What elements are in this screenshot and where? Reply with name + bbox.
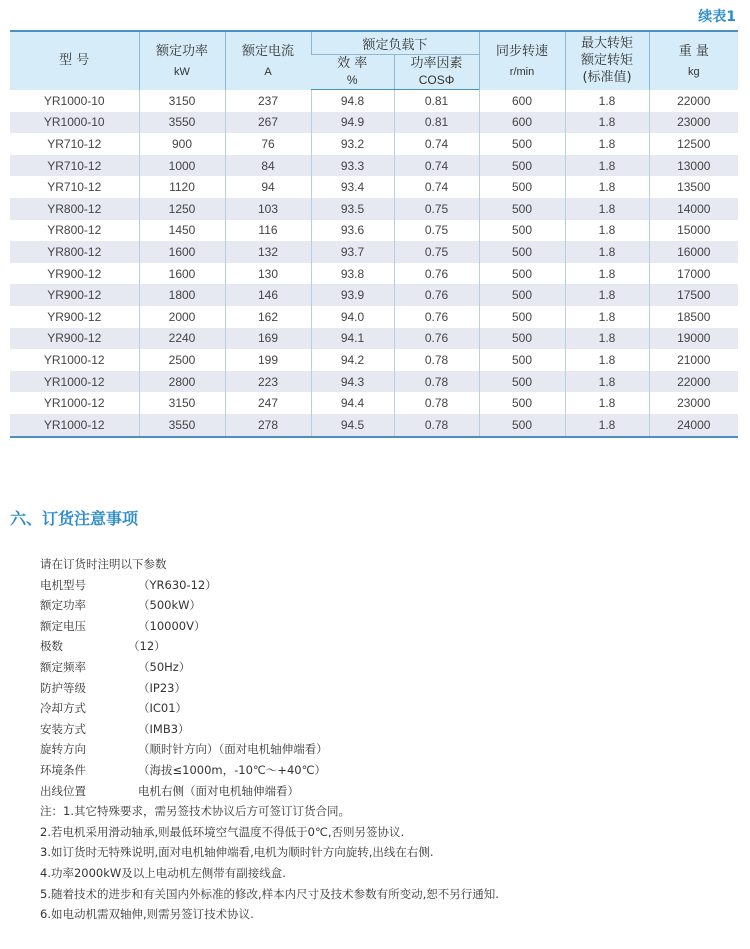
- cell-torque-ratio: 1.8: [565, 176, 649, 198]
- cell-current: 199: [225, 349, 311, 371]
- parameter-label: 电机型号: [40, 577, 86, 592]
- cell-power-factor: 0.75: [394, 198, 479, 220]
- cell-current: 84: [225, 155, 311, 177]
- cell-weight: 24000: [649, 414, 738, 437]
- cell-power: 1250: [139, 198, 225, 220]
- cell-current: 169: [225, 328, 311, 350]
- cell-power-factor: 0.75: [394, 220, 479, 242]
- table-row: [10, 349, 738, 371]
- cell-power-factor: 0.76: [394, 306, 479, 328]
- cell-model: YR1000-10: [43, 93, 105, 108]
- parameter-value: （海拔≤1000m，-10℃～+40℃）: [138, 762, 326, 777]
- ordering-notes: [40, 554, 730, 925]
- parameter-label: 环境条件: [40, 762, 86, 777]
- cell-sync-speed: 500: [479, 241, 565, 263]
- cell-sync-speed: 500: [479, 306, 565, 328]
- parameter-label: 安装方式: [40, 721, 86, 736]
- cell-power-factor: 0.75: [394, 241, 479, 263]
- cell-power-factor: 0.74: [394, 176, 479, 198]
- parameter-item: [40, 678, 730, 699]
- cell-model: YR710-12: [47, 136, 102, 151]
- cell-weight: 23000: [649, 392, 738, 414]
- table-row: [10, 198, 738, 220]
- note-item: 注：1.其它特殊要求，需另签技术协议后方可签订订货合同。: [40, 804, 350, 819]
- cell-model: YR800-12: [10, 241, 139, 263]
- table-row: [10, 220, 738, 242]
- cell-torque-ratio: 1.8: [565, 263, 649, 285]
- table-row: [10, 284, 738, 306]
- cell-torque-ratio: 1.8: [565, 241, 649, 263]
- parameter-label: 极数: [40, 639, 63, 654]
- cell-sync-speed: 500: [479, 198, 565, 220]
- cell-efficiency: 93.7: [311, 241, 394, 263]
- parameter-value: （12）: [128, 639, 166, 654]
- cell-efficiency: 93.4: [311, 176, 394, 198]
- cell-power: 1600: [139, 241, 225, 263]
- parameter-item: [40, 595, 730, 616]
- note-item: 5.随着技术的进步和有关国内外标准的修改,样本内尺寸及技术参数有所变动,恕不另行通知.: [40, 886, 499, 901]
- cell-efficiency: 94.2: [311, 349, 394, 371]
- table-row: [10, 155, 738, 177]
- header-max-torque: 最大转矩 额定转矩 (标准值): [565, 31, 649, 90]
- cell-torque-ratio: 1.8: [565, 328, 649, 350]
- cell-torque-ratio: 1.8: [565, 112, 649, 134]
- note-item: 4.功率2000kW及以上电动机左侧带有副接线盒.: [40, 865, 286, 880]
- parameter-item: [40, 698, 730, 719]
- ordering-intro: 请在订货时注明以下参数: [40, 557, 167, 571]
- cell-sync-speed: 500: [479, 284, 565, 306]
- cell-weight: 12500: [649, 133, 738, 155]
- cell-power-factor: 0.78: [394, 392, 479, 414]
- cell-model: YR900-12: [10, 328, 139, 350]
- table-row: [10, 133, 738, 155]
- parameter-item: [40, 739, 730, 760]
- cell-power: 2240: [139, 328, 225, 350]
- table-row: [10, 112, 738, 134]
- cell-efficiency: 94.3: [311, 371, 394, 393]
- parameter-list: [40, 575, 730, 802]
- cell-power-factor: 0.76: [394, 284, 479, 306]
- parameter-item: [40, 657, 730, 678]
- cell-power: 2800: [139, 371, 225, 393]
- cell-weight: 23000: [649, 112, 738, 134]
- cell-power-factor: 0.74: [394, 155, 479, 177]
- cell-sync-speed: 600: [479, 112, 565, 134]
- note-item: 3.如订货时无特殊说明,面对电机轴伸端看,电机为顺时针方向旋转,出线在右侧.: [40, 845, 434, 860]
- parameter-item: [40, 719, 730, 740]
- cell-power: 3150: [139, 392, 225, 414]
- cell-current: 103: [225, 198, 311, 220]
- cell-efficiency: 93.3: [311, 155, 394, 177]
- header-efficiency: 效 率 %: [311, 55, 394, 90]
- cell-current: 278: [225, 414, 311, 437]
- cell-efficiency: 94.0: [311, 306, 394, 328]
- cell-model: YR1000-12: [43, 396, 105, 411]
- continued-table-label: 续表1: [698, 9, 736, 25]
- cell-model: YR1000-12: [10, 371, 139, 393]
- cell-current: 94: [225, 176, 311, 198]
- cell-power: 3550: [139, 112, 225, 134]
- cell-power: 3150: [139, 90, 225, 112]
- cell-efficiency: 94.4: [311, 392, 394, 414]
- cell-sync-speed: 500: [479, 220, 565, 242]
- parameter-value: （顺时针方向）（面对电机轴伸端看）: [138, 742, 328, 757]
- cell-power-factor: 0.74: [394, 133, 479, 155]
- cell-power: 1120: [139, 176, 225, 198]
- header-weight: 重 量 kg: [649, 31, 738, 90]
- table-row: [10, 90, 738, 112]
- cell-sync-speed: 500: [479, 133, 565, 155]
- cell-torque-ratio: 1.8: [565, 414, 649, 437]
- cell-power-factor: 0.81: [394, 90, 479, 112]
- cell-model: YR710-12: [10, 155, 139, 177]
- parameter-label: 额定电压: [40, 618, 86, 633]
- cell-sync-speed: 500: [479, 414, 565, 437]
- cell-model: YR1000-10: [10, 112, 139, 134]
- table-row: [10, 306, 738, 328]
- cell-current: 267: [225, 112, 311, 134]
- cell-model: YR900-12: [47, 266, 102, 281]
- header-current: 额定电流 A: [225, 31, 311, 90]
- table-row: [10, 176, 738, 198]
- cell-current: 116: [225, 220, 311, 242]
- header-model: 型 号: [10, 31, 139, 90]
- cell-weight: 15000: [649, 220, 738, 242]
- cell-current: 132: [225, 241, 311, 263]
- cell-weight: 21000: [649, 349, 738, 371]
- table-row: [10, 328, 738, 350]
- note-item: 6.如电动机需双轴伸,则需另签订技术协议.: [40, 907, 254, 922]
- cell-torque-ratio: 1.8: [565, 371, 649, 393]
- cell-efficiency: 94.5: [311, 414, 394, 437]
- cell-torque-ratio: 1.8: [565, 392, 649, 414]
- cell-power-factor: 0.76: [394, 263, 479, 285]
- table-row: [10, 241, 738, 263]
- table-row: [10, 371, 738, 393]
- cell-weight: 18500: [649, 306, 738, 328]
- cell-weight: 16000: [649, 241, 738, 263]
- cell-current: 223: [225, 371, 311, 393]
- header-power-factor: 功率因素 COSΦ: [394, 55, 479, 90]
- cell-torque-ratio: 1.8: [565, 198, 649, 220]
- parameter-label: 旋转方向: [40, 742, 86, 757]
- parameter-label: 额定频率: [40, 659, 86, 674]
- cell-power: 2000: [139, 306, 225, 328]
- cell-torque-ratio: 1.8: [565, 155, 649, 177]
- cell-model: YR710-12: [47, 180, 102, 195]
- cell-current: 247: [225, 392, 311, 414]
- cell-power-factor: 0.78: [394, 414, 479, 437]
- cell-weight: 14000: [649, 198, 738, 220]
- cell-sync-speed: 500: [479, 371, 565, 393]
- table-row: [10, 414, 738, 437]
- cell-torque-ratio: 1.8: [565, 284, 649, 306]
- cell-torque-ratio: 1.8: [565, 306, 649, 328]
- cell-sync-speed: 600: [479, 90, 565, 112]
- cell-efficiency: 94.8: [311, 90, 394, 112]
- cell-power: 1800: [139, 284, 225, 306]
- cell-current: 76: [225, 133, 311, 155]
- parameter-item: [40, 616, 730, 637]
- parameter-value: （IMB3）: [138, 721, 190, 736]
- cell-efficiency: 93.5: [311, 198, 394, 220]
- parameter-item: [40, 760, 730, 781]
- cell-sync-speed: 500: [479, 392, 565, 414]
- notes-list: [40, 801, 730, 925]
- cell-efficiency: 93.6: [311, 220, 394, 242]
- cell-weight: 22000: [649, 371, 738, 393]
- cell-weight: 17000: [649, 263, 738, 285]
- parameter-value: （10000V）: [138, 618, 206, 633]
- header-sync-speed: 同步转速 r/min: [479, 31, 565, 90]
- cell-model: YR1000-12: [43, 352, 105, 367]
- cell-efficiency: 93.2: [311, 133, 394, 155]
- cell-model: YR800-12: [10, 198, 139, 220]
- cell-power-factor: 0.78: [394, 371, 479, 393]
- parameter-value: （IP23）: [138, 680, 186, 695]
- cell-weight: 22000: [649, 90, 738, 112]
- parameter-label: 额定功率: [40, 598, 86, 613]
- cell-weight: 17500: [649, 284, 738, 306]
- cell-power: 3550: [139, 414, 225, 437]
- cell-torque-ratio: 1.8: [565, 220, 649, 242]
- cell-sync-speed: 500: [479, 155, 565, 177]
- parameter-label: 防护等级: [40, 680, 86, 695]
- cell-sync-speed: 500: [479, 349, 565, 371]
- cell-torque-ratio: 1.8: [565, 133, 649, 155]
- cell-power-factor: 0.81: [394, 112, 479, 134]
- cell-power: 1450: [139, 220, 225, 242]
- parameter-item: [40, 575, 730, 596]
- note-item: 2.若电机采用滑动轴承,则最低环境空气温度不得低于0℃,否则另签协议.: [40, 824, 405, 839]
- parameter-value: （YR630-12）: [138, 577, 217, 592]
- cell-current: 237: [225, 90, 311, 112]
- cell-power: 1600: [139, 263, 225, 285]
- table-row: [10, 392, 738, 414]
- cell-power-factor: 0.78: [394, 349, 479, 371]
- cell-current: 130: [225, 263, 311, 285]
- table-row: [10, 263, 738, 285]
- parameter-value: 电机右侧（面对电机轴伸端看）: [138, 783, 299, 798]
- table-header: [10, 31, 738, 90]
- cell-efficiency: 93.8: [311, 263, 394, 285]
- cell-current: 162: [225, 306, 311, 328]
- cell-sync-speed: 500: [479, 176, 565, 198]
- table-body: [10, 90, 738, 437]
- parameter-value: （500kW）: [138, 598, 201, 613]
- section-title-ordering: 六、订货注意事项: [10, 509, 139, 528]
- cell-model: YR900-12: [10, 284, 139, 306]
- cell-efficiency: 93.9: [311, 284, 394, 306]
- cell-power: 900: [139, 133, 225, 155]
- parameter-item: [40, 781, 730, 802]
- motor-spec-table: [10, 30, 738, 438]
- cell-weight: 13500: [649, 176, 738, 198]
- cell-current: 146: [225, 284, 311, 306]
- header-power: 额定功率 kW: [139, 31, 225, 90]
- parameter-value: （50Hz）: [138, 659, 191, 674]
- cell-torque-ratio: 1.8: [565, 90, 649, 112]
- cell-weight: 19000: [649, 328, 738, 350]
- parameter-item: [40, 636, 730, 657]
- cell-model: YR1000-12: [10, 414, 139, 437]
- cell-power: 2500: [139, 349, 225, 371]
- parameter-label: 出线位置: [40, 783, 86, 798]
- cell-efficiency: 94.9: [311, 112, 394, 134]
- parameter-value: （IC01）: [138, 701, 188, 716]
- cell-model: YR900-12: [47, 309, 102, 324]
- cell-model: YR800-12: [47, 223, 102, 238]
- cell-sync-speed: 500: [479, 328, 565, 350]
- cell-power: 1000: [139, 155, 225, 177]
- cell-weight: 13000: [649, 155, 738, 177]
- cell-power-factor: 0.76: [394, 328, 479, 350]
- cell-torque-ratio: 1.8: [565, 349, 649, 371]
- parameter-label: 冷却方式: [40, 701, 86, 716]
- cell-efficiency: 94.1: [311, 328, 394, 350]
- cell-sync-speed: 500: [479, 263, 565, 285]
- header-rated-load: 额定负载下: [311, 31, 479, 55]
